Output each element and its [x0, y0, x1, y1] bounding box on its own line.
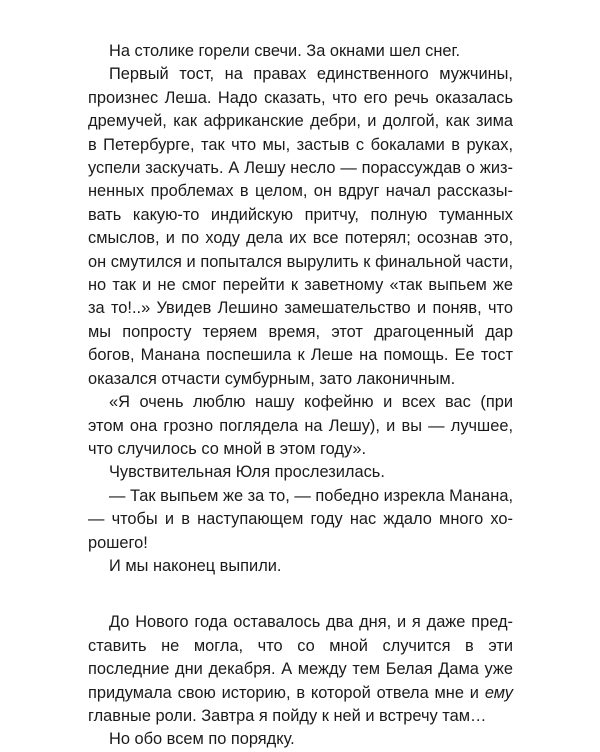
paragraph-yulia: Чувствительная Юля прослезилась. [109, 463, 385, 482]
paragraph-new-year [88, 611, 513, 728]
paragraph-candles: На столике горели свечи. За окнами шел снег. [109, 42, 461, 60]
emphasis-text: ему [484, 683, 513, 702]
paragraph-in-order: Но обо всем по порядку. [109, 730, 295, 749]
section-gap [88, 578, 513, 611]
paragraph-manana-toast: «Я очень люблю нашу кофейню и всех вас (при этом она грозно поглядела на Лешу), и вы — лучшее, что случилось со мной в этом году». [88, 393, 513, 458]
paragraph-manana-speech: — Так выпьем же за то, — победно изрекла Манана, — чтобы и в наступающем году нас ждало много хорошего! [88, 486, 513, 552]
book-page [88, 40, 513, 752]
paragraph-first-toast: Первый тост, на правах единственного мужчины, произнес Леша. Надо сказать, что его речь оказалась дремучей, как африканские дебри, и долгой, как зима в Петербурге, так что мы, застыв с бокалами в руках, успели заскучать. А Лешу несло — порассуждав о жизненных проблемах в целом, он вдруг начал рассказывать какую-то индийскую притчу, полную туманных смыслов, и по ходу дела их все потерял; осознав это, он смутился и попытался вырулить к финальной части, но так и не смог перейти к заветному «так выпьем же за то!..» Увидев Лешино замешательство и поняв, что мы попросту теряем время, этот драгоценный дар богов, Манана поспешила к Леше на помощь. Ее тост оказался отчасти сумбурным, зато лаконичным. [88, 65, 513, 388]
text-before-emphasis: До Нового года оставалось два дня, и я даже представить не могла, что со мной случится в эти последние дни декабря. А между тем Белая Дама уже придумала свою историю, в которой отвела мне и [88, 613, 513, 702]
paragraph-drank: И мы наконец выпили. [109, 556, 282, 575]
text-after-emphasis: главные роли. Завтра я пойду к ней и встречу там… [88, 706, 487, 725]
